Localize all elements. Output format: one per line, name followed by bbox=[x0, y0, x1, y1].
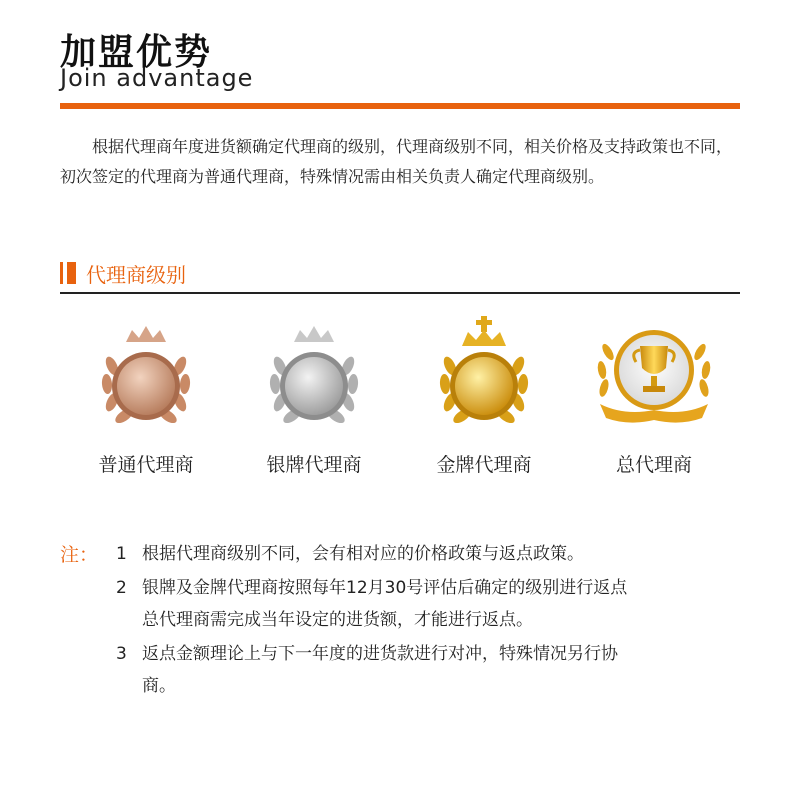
note-text-continued: 商。 bbox=[142, 676, 176, 696]
level-general bbox=[584, 316, 724, 486]
section-marker-thin bbox=[60, 262, 63, 284]
level-label: 普通代理商 bbox=[98, 454, 194, 476]
bronze-medal-icon bbox=[96, 316, 196, 436]
level-label: 金牌代理商 bbox=[436, 454, 532, 476]
note-text: 根据代理商级别不同，会有相对应的价格政策与返点政策。 bbox=[142, 544, 584, 564]
note-item bbox=[116, 538, 750, 570]
silver-medal-icon bbox=[264, 316, 364, 436]
gold-medal-icon bbox=[434, 316, 534, 436]
orange-divider bbox=[60, 103, 740, 109]
section-divider bbox=[60, 292, 740, 294]
note-item bbox=[116, 638, 750, 702]
section-marker-thick bbox=[67, 262, 76, 284]
note-item bbox=[116, 572, 750, 636]
page-subtitle: Join advantage bbox=[60, 64, 254, 92]
note-text: 银牌及金牌代理商按照每年12月30号评估后确定的级别进行返点 bbox=[142, 578, 628, 598]
section-title: 代理商级别 bbox=[86, 262, 186, 287]
note-text: 返点金额理论上与下一年度的进货款进行对冲，特殊情况另行协 bbox=[142, 644, 618, 664]
note-text-continued: 总代理商需完成当年设定的进货额，才能进行返点。 bbox=[142, 610, 533, 630]
level-label: 总代理商 bbox=[615, 454, 692, 476]
level-bronze bbox=[76, 316, 216, 486]
level-gold bbox=[414, 316, 554, 486]
trophy-icon bbox=[594, 322, 714, 432]
notes-tag: 注： bbox=[60, 544, 99, 566]
level-label: 银牌代理商 bbox=[266, 454, 362, 476]
note-number: 3 bbox=[116, 644, 127, 664]
note-number: 2 bbox=[116, 578, 127, 598]
intro-paragraph: 根据代理商年度进货额确定代理商的级别，代理商级别不同，相关价格及支持政策也不同，初次签定的代理商为普通代理商，特殊情况需由相关负责人确定代理商级别。 bbox=[60, 137, 733, 186]
section-heading bbox=[60, 256, 740, 290]
page-title: 加盟优势 bbox=[60, 32, 213, 73]
note-number: 1 bbox=[116, 544, 127, 564]
level-silver bbox=[244, 316, 384, 486]
